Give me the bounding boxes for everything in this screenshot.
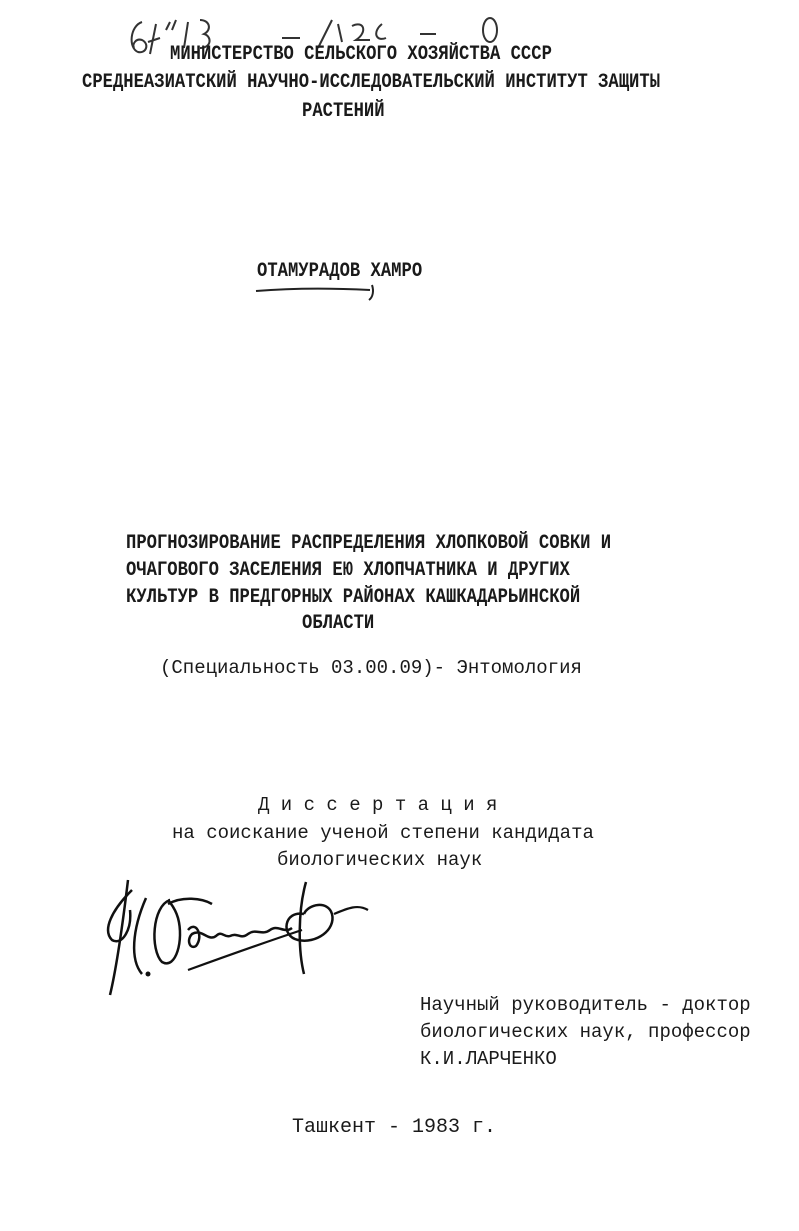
supervisor-line2: биологических наук, профессор: [420, 1021, 751, 1043]
title-line3: КУЛЬТУР В ПРЕДГОРНЫХ РАЙОНАХ КАШКАДАРЬИНСКОЙ: [126, 586, 581, 609]
institute-heading-line1: СРЕДНЕАЗИАТСКИЙ НАУЧНО-ИССЛЕДОВАТЕЛЬСКИЙ ИНСТИТУТ ЗАЩИТЫ: [82, 71, 661, 94]
supervisor-line3: К.И.ЛАРЧЕНКО: [420, 1048, 557, 1070]
dissertation-heading: Д и с с е р т а ц и я: [258, 794, 498, 816]
author-name: ОТАМУРАДОВ ХАМРО: [257, 260, 423, 283]
author-underline: [252, 283, 382, 301]
author-signature: [92, 870, 392, 1000]
place-year: Ташкент - 1983 г.: [292, 1116, 497, 1139]
title-line2: ОЧАГОВОГО ЗАСЕЛЕНИЯ ЕЮ ХЛОПЧАТНИКА И ДРУГИХ: [126, 559, 570, 582]
supervisor-line1: Научный руководитель - доктор: [420, 994, 751, 1016]
specialty-line: (Специальность 03.00.09)- Энтомология: [160, 657, 582, 679]
title-line1: ПРОГНОЗИРОВАНИЕ РАСПРЕДЕЛЕНИЯ ХЛОПКОВОЙ СОВКИ И: [126, 532, 612, 555]
ministry-heading: МИНИСТЕРСТВО СЕЛЬСКОГО ХОЗЯЙСТВА СССР: [170, 43, 552, 66]
dissertation-line3: биологических наук: [277, 849, 483, 871]
title-line4: ОБЛАСТИ: [302, 612, 375, 635]
dissertation-line2: на соискание ученой степени кандидата: [172, 822, 594, 844]
institute-heading-line2: РАСТЕНИЙ: [302, 100, 385, 123]
